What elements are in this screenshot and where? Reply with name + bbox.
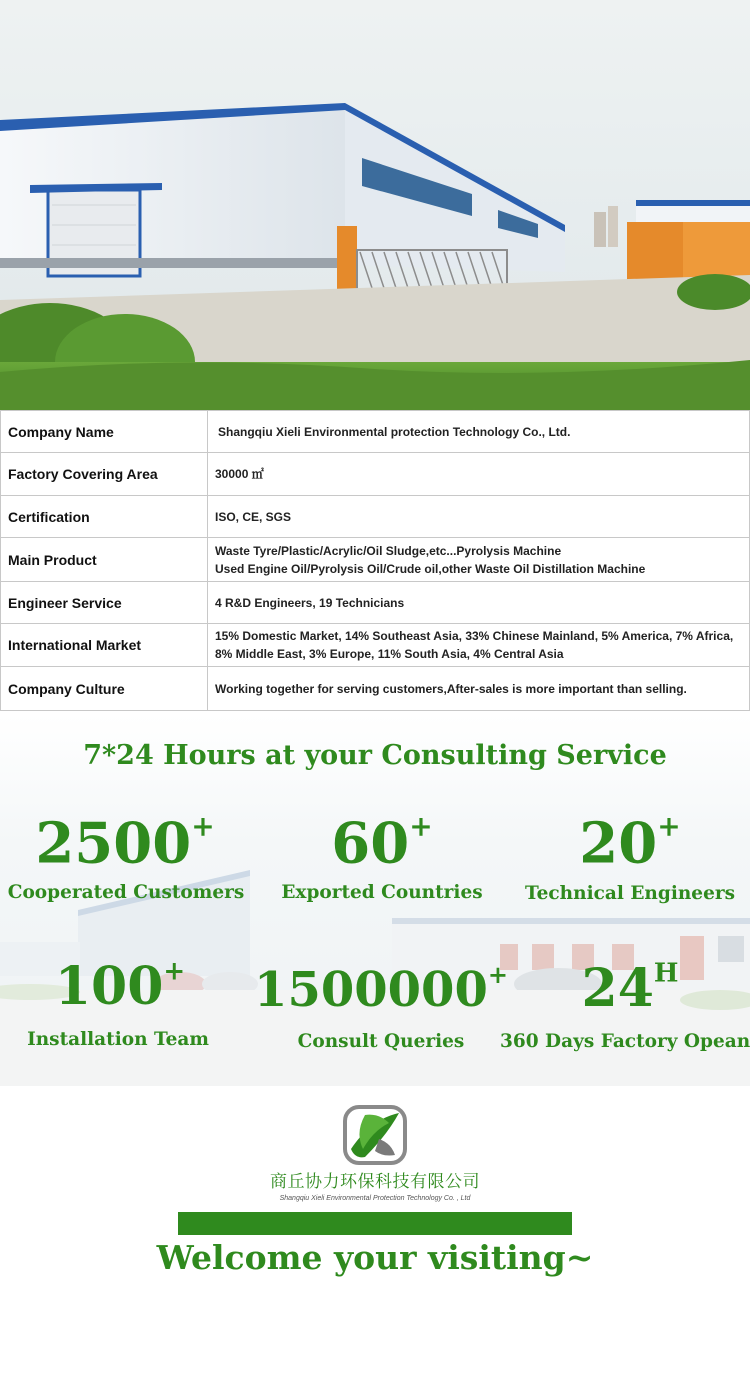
green-divider-bar <box>178 1212 572 1235</box>
row-value <box>208 411 750 453</box>
table-row <box>1 411 750 453</box>
stat-number-value: 100 <box>54 956 164 1017</box>
table-row <box>1 624 750 667</box>
stat-number-suffix: + <box>657 810 681 843</box>
row-label: Company Culture <box>1 667 208 711</box>
row-value <box>208 453 750 496</box>
welcome-message: Welcome your visiting~ <box>156 1238 594 1277</box>
stat-label-queries: Consult Queries <box>297 1031 465 1052</box>
stat-number-value: 2500 <box>35 810 192 877</box>
row-value-line: 4 R&D Engineers, 19 Technicians <box>215 595 405 610</box>
row-value-line: Working together for serving customers,After-sales is more important than selling. <box>215 681 687 696</box>
stat-number-value: 24 <box>581 958 654 1019</box>
stat-number-suffix: + <box>409 810 433 843</box>
stat-number-countries <box>262 810 502 877</box>
stat-number-value: 1500000 <box>254 961 488 1018</box>
stat-number-hours <box>510 958 750 1019</box>
row-value-line: 8% Middle East, 3% Europe, 11% South Asia, 4% Central Asia <box>215 647 564 661</box>
stat-label-hours: 360 Days Factory Opean <box>500 1031 750 1052</box>
row-value <box>208 624 750 667</box>
row-value-line: 30000 ㎡ <box>215 467 264 481</box>
table-row <box>1 496 750 538</box>
row-label: International Market <box>1 624 208 667</box>
stat-number-suffix: H <box>653 958 679 989</box>
row-value <box>208 582 750 624</box>
row-value <box>208 667 750 711</box>
company-logo-icon <box>343 1105 407 1169</box>
stat-label-countries: Exported Countries <box>281 882 483 903</box>
table-row <box>1 538 750 582</box>
company-info-table <box>0 410 750 711</box>
row-value <box>208 538 750 582</box>
row-value-line: Shangqiu Xieli Environmental protection Technology Co., Ltd. <box>218 424 571 439</box>
stat-number-value: 60 <box>331 810 410 877</box>
company-name-english: Shangqiu Xieli Environmental Protection Technology Co. , Ltd <box>279 1195 471 1202</box>
row-value <box>208 496 750 538</box>
row-label: Factory Covering Area <box>1 453 208 496</box>
row-value-line: ISO, CE, SGS <box>215 509 292 524</box>
table-row <box>1 453 750 496</box>
stat-label-installation: Installation Team <box>27 1029 209 1050</box>
stats-heading: 7*24 Hours at your Consulting Service <box>83 740 667 771</box>
row-value-line: Used Engine Oil/Pyrolysis Oil/Crude oil,other Waste Oil Distillation Machine <box>215 561 646 576</box>
stat-number-suffix: + <box>163 956 186 987</box>
company-name-chinese: 商丘协力环保科技有限公司 <box>270 1172 480 1192</box>
stat-number-value: 20 <box>579 810 658 877</box>
stat-number-suffix: + <box>191 810 215 843</box>
factory-hero-image <box>0 0 750 410</box>
stats-section <box>0 714 750 1086</box>
stat-label-customers: Cooperated Customers <box>7 882 245 903</box>
row-value-line: 15% Domestic Market, 14% Southeast Asia, 33% Chinese Mainland, 5% America, 7% Africa, <box>215 629 734 643</box>
row-label: Engineer Service <box>1 582 208 624</box>
stat-number-engineers <box>510 810 750 877</box>
table-row <box>1 667 750 711</box>
stat-number-suffix: + <box>487 960 508 989</box>
row-label: Company Name <box>1 411 208 453</box>
row-label: Certification <box>1 496 208 538</box>
stat-number-queries <box>250 960 512 1018</box>
table-row <box>1 582 750 624</box>
stat-number-customers <box>0 810 250 877</box>
row-label: Main Product <box>1 538 208 582</box>
stat-number-installation <box>0 956 240 1017</box>
row-value-line: Waste Tyre/Plastic/Acrylic/Oil Sludge,etc...Pyrolysis Machine <box>215 543 562 558</box>
stat-label-engineers: Technical Engineers <box>525 883 735 904</box>
